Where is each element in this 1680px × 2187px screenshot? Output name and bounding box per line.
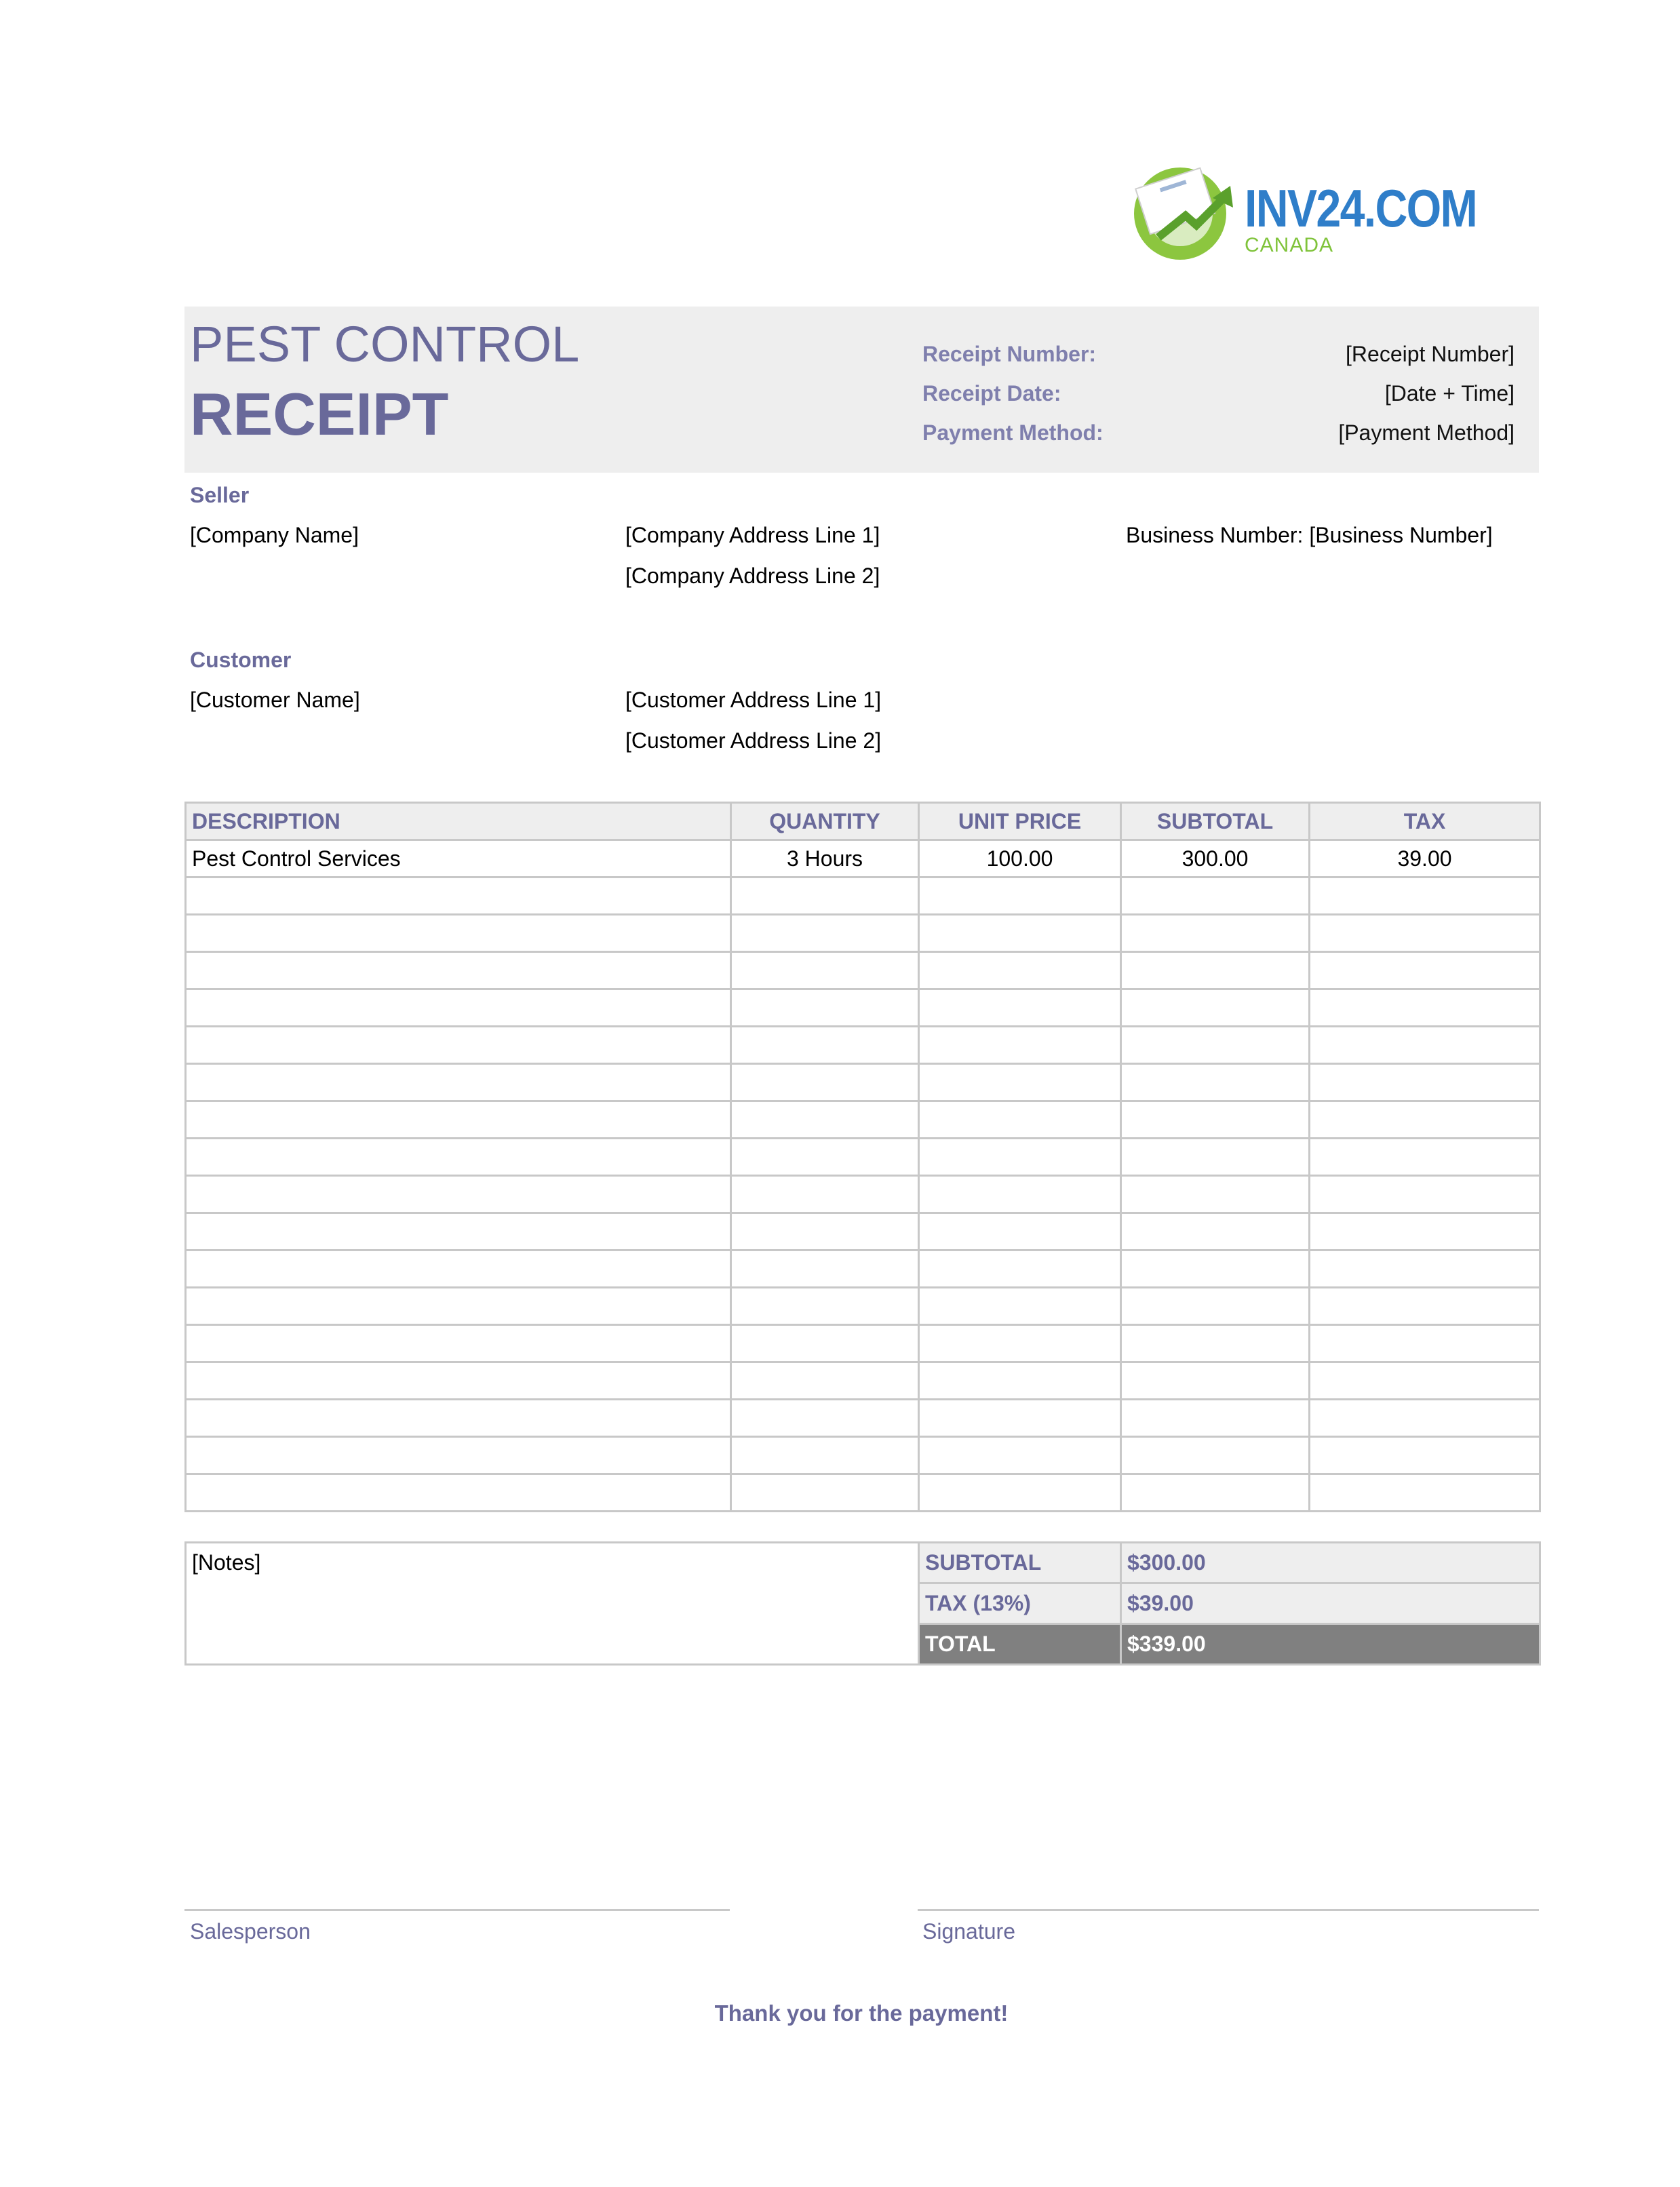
cell-quantity: [731, 1064, 919, 1101]
cell-description: [186, 915, 731, 952]
cell-tax: [1310, 1213, 1540, 1250]
cell-description: [186, 878, 731, 915]
col-header-quantity: QUANTITY: [731, 803, 919, 840]
logo-sub: CANADA: [1245, 234, 1334, 256]
cell-description: [186, 1362, 731, 1400]
cell-subtotal: 300.00: [1121, 840, 1310, 878]
salesperson-label: Salesperson: [190, 1919, 311, 1944]
cell-quantity: [731, 1250, 919, 1288]
cell-unit-price: [919, 1213, 1121, 1250]
seller-label: Seller: [190, 483, 250, 507]
salesperson-line: [184, 1909, 730, 1911]
cell-subtotal: [1121, 878, 1310, 915]
cell-unit-price: [919, 1101, 1121, 1139]
cell-quantity: [731, 1176, 919, 1213]
table-row: [186, 915, 1540, 952]
subtotal-value: $300.00: [1121, 1543, 1540, 1583]
table-row: [186, 1362, 1540, 1400]
thank-you-message: Thank you for the payment!: [714, 2001, 1009, 2026]
cell-tax: [1310, 878, 1540, 915]
cell-quantity: [731, 1400, 919, 1437]
signature-line: [918, 1909, 1539, 1911]
cell-subtotal: [1121, 1288, 1310, 1325]
cell-subtotal: [1121, 1474, 1310, 1512]
cell-description: [186, 1250, 731, 1288]
table-row: [186, 840, 1540, 878]
total-value: $339.00: [1121, 1624, 1540, 1665]
tax-label: TAX (13%): [919, 1583, 1121, 1624]
table-row: [186, 952, 1540, 989]
cell-tax: [1310, 1250, 1540, 1288]
title-line2: RECEIPT: [190, 380, 449, 448]
table-row: [186, 1213, 1540, 1250]
business-number: Business Number: [Business Number]: [1126, 523, 1493, 547]
customer-name: [Customer Name]: [190, 688, 360, 712]
items-table: [184, 802, 1541, 1512]
cell-unit-price: [919, 989, 1121, 1027]
col-header-unit-price: UNIT PRICE: [919, 803, 1121, 840]
cell-description: [186, 989, 731, 1027]
title-line1: PEST CONTROL: [190, 316, 580, 372]
cell-subtotal: [1121, 1325, 1310, 1362]
cell-subtotal: [1121, 1437, 1310, 1474]
cell-unit-price: [919, 1176, 1121, 1213]
cell-description: [186, 952, 731, 989]
payment-method-value: [Payment Method]: [1338, 420, 1515, 445]
cell-description: [186, 1325, 731, 1362]
cell-unit-price: [919, 1437, 1121, 1474]
cell-quantity: [731, 1474, 919, 1512]
cell-unit-price: [919, 1064, 1121, 1101]
cell-quantity: [731, 1027, 919, 1064]
cell-description: [186, 1288, 731, 1325]
table-row: [186, 1139, 1540, 1176]
cell-tax: [1310, 915, 1540, 952]
cell-quantity: [731, 989, 919, 1027]
cell-description: [186, 1064, 731, 1101]
cell-tax: [1310, 1325, 1540, 1362]
table-row: [186, 1027, 1540, 1064]
cell-quantity: [731, 1101, 919, 1139]
cell-description: [186, 1474, 731, 1512]
receipt-number-label: Receipt Number:: [922, 342, 1097, 366]
cell-description: [186, 1027, 731, 1064]
seller-address-line1: [Company Address Line 1]: [625, 523, 880, 547]
cell-description: [186, 1176, 731, 1213]
table-row: [186, 1437, 1540, 1474]
cell-subtotal: [1121, 915, 1310, 952]
cell-subtotal: [1121, 1139, 1310, 1176]
cell-tax: [1310, 1362, 1540, 1400]
seller-address-line2: [Company Address Line 2]: [625, 564, 880, 588]
cell-unit-price: [919, 1027, 1121, 1064]
cell-tax: [1310, 1064, 1540, 1101]
cell-description: Pest Control Services: [186, 840, 731, 878]
cell-subtotal: [1121, 1400, 1310, 1437]
cell-unit-price: [919, 915, 1121, 952]
seller-name: [Company Name]: [190, 523, 359, 547]
cell-quantity: [731, 1362, 919, 1400]
table-row: [186, 1325, 1540, 1362]
table-row: [186, 1250, 1540, 1288]
cell-quantity: [731, 915, 919, 952]
cell-description: [186, 1400, 731, 1437]
cell-description: [186, 1213, 731, 1250]
cell-quantity: [731, 1213, 919, 1250]
cell-tax: [1310, 952, 1540, 989]
cell-tax: [1310, 1101, 1540, 1139]
table-row: [186, 1064, 1540, 1101]
customer-address-line1: [Customer Address Line 1]: [625, 688, 882, 712]
cell-tax: [1310, 1027, 1540, 1064]
cell-subtotal: [1121, 1027, 1310, 1064]
cell-unit-price: [919, 1288, 1121, 1325]
cell-unit-price: [919, 1362, 1121, 1400]
table-row: [186, 1101, 1540, 1139]
cell-tax: 39.00: [1310, 840, 1540, 878]
table-row: [186, 1474, 1540, 1512]
table-header-row: [186, 803, 1540, 840]
cell-unit-price: 100.00: [919, 840, 1121, 878]
table-row: [186, 1288, 1540, 1325]
logo-name: INV24.COM: [1245, 178, 1477, 238]
receipt-date-label: Receipt Date:: [922, 381, 1061, 406]
col-header-tax: TAX: [1310, 803, 1540, 840]
col-header-description: DESCRIPTION: [186, 803, 731, 840]
cell-unit-price: [919, 1400, 1121, 1437]
tax-value: $39.00: [1121, 1583, 1540, 1624]
cell-subtotal: [1121, 1064, 1310, 1101]
cell-unit-price: [919, 1325, 1121, 1362]
cell-unit-price: [919, 1139, 1121, 1176]
cell-subtotal: [1121, 1101, 1310, 1139]
cell-quantity: [731, 1139, 919, 1176]
cell-tax: [1310, 1288, 1540, 1325]
subtotal-label: SUBTOTAL: [919, 1543, 1121, 1583]
payment-method-label: Payment Method:: [922, 420, 1103, 445]
cell-quantity: [731, 1325, 919, 1362]
cell-unit-price: [919, 1250, 1121, 1288]
cell-tax: [1310, 989, 1540, 1027]
customer-label: Customer: [190, 648, 292, 672]
cell-tax: [1310, 1474, 1540, 1512]
cell-tax: [1310, 1139, 1540, 1176]
cell-tax: [1310, 1437, 1540, 1474]
table-row: [186, 1176, 1540, 1213]
total-label: TOTAL: [919, 1624, 1121, 1665]
table-row: [186, 989, 1540, 1027]
cell-tax: [1310, 1400, 1540, 1437]
cell-quantity: [731, 1437, 919, 1474]
table-row: [186, 1400, 1540, 1437]
cell-subtotal: [1121, 1176, 1310, 1213]
cell-unit-price: [919, 878, 1121, 915]
cell-quantity: [731, 878, 919, 915]
cell-quantity: [731, 952, 919, 989]
cell-description: [186, 1139, 731, 1176]
cell-subtotal: [1121, 1213, 1310, 1250]
notes-field: [Notes]: [186, 1543, 919, 1665]
cell-subtotal: [1121, 989, 1310, 1027]
cell-description: [186, 1437, 731, 1474]
cell-tax: [1310, 1176, 1540, 1213]
cell-unit-price: [919, 1474, 1121, 1512]
customer-address-line2: [Customer Address Line 2]: [625, 728, 882, 753]
cell-subtotal: [1121, 1250, 1310, 1288]
signature-label: Signature: [922, 1919, 1015, 1944]
col-header-subtotal: SUBTOTAL: [1121, 803, 1310, 840]
cell-quantity: [731, 1288, 919, 1325]
receipt-date-value: [Date + Time]: [1384, 381, 1515, 406]
table-row: [186, 878, 1540, 915]
receipt-number-value: [Receipt Number]: [1346, 342, 1515, 366]
cell-subtotal: [1121, 1362, 1310, 1400]
cell-quantity: 3 Hours: [731, 840, 919, 878]
totals-table: [184, 1541, 1541, 1666]
cell-description: [186, 1101, 731, 1139]
cell-unit-price: [919, 952, 1121, 989]
cell-subtotal: [1121, 952, 1310, 989]
